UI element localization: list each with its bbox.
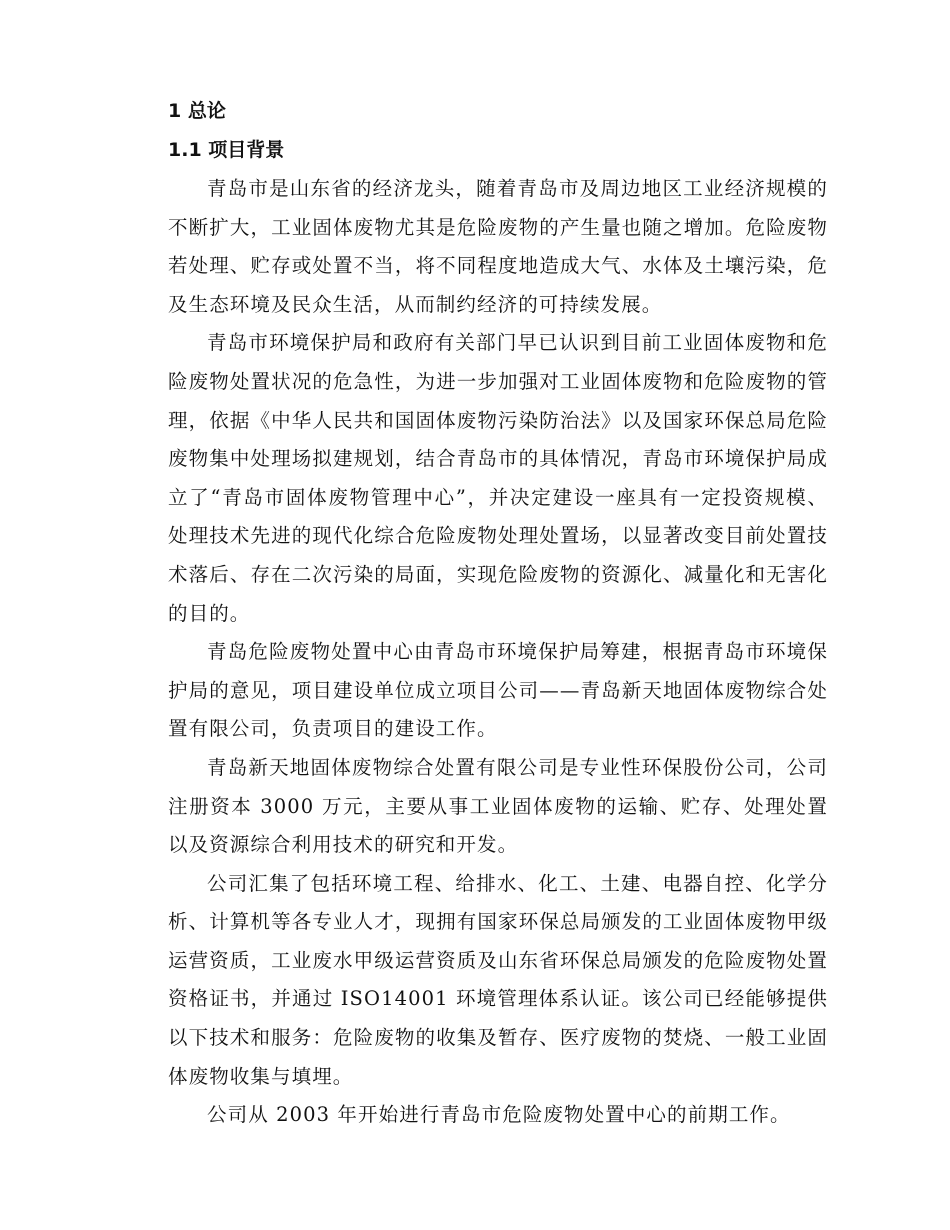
document-page <box>168 92 828 1135</box>
paragraph-6: 公司从 2003 年开始进行青岛市危险废物处置中心的前期工作。 <box>207 1103 791 1127</box>
chapter-heading: 1 总论 <box>168 100 226 122</box>
paragraph-3: 青岛危险废物处置中心由青岛市环境保护局筹建，根据青岛市环境保护局的意见，项目建设单位成立项目公司——青岛新天地固体废物综合处置有限公司，负责项目的建设工作。 <box>168 640 828 741</box>
section-heading: 1.1 项目背景 <box>168 139 285 161</box>
paragraph-4: 青岛新天地固体废物综合处置有限公司是专业性环保股份公司，公司注册资本 3000 万元，主要从事工业固体废物的运输、贮存、处理处置以及资源综合利用技术的研究和开发。 <box>168 755 828 857</box>
paragraph-5: 公司汇集了包括环境工程、给排水、化工、土建、电器自控、化学分析、计算机等各专业人才，现拥有国家环保总局颁发的工业固体废物甲级运营资质，工业废水甲级运营资质及山东省环保总局颁发的危险废物处置资格证书，并通过 ISO14001 环境管理体系认证。该公司已经能够提供以下技术和服务：危险废物的收集及暂存、医疗废物的焚烧、一般工业固体废物收集与填埋。 <box>168 871 828 1088</box>
paragraph-2: 青岛市环境保护局和政府有关部门早已认识到目前工业固体废物和危险废物处置状况的危急性，为进一步加强对工业固体废物和危险废物的管理，依据《中华人民共和国固体废物污染防治法》以及国家环保总局危险废物集中处理场拟建规划，结合青岛市的具体情况，青岛市环境保护局成立了“青岛市固体废物管理中心”，并决定建设一座具有一定投资规模、处理技术先进的现代化综合危险废物处理处置场，以显著改变目前处置技术落后、存在二次污染的局面，实现危险废物的资源化、减量化和无害化的目的。 <box>168 331 828 625</box>
paragraph-1: 青岛市是山东省的经济龙头，随着青岛市及周边地区工业经济规模的不断扩大，工业固体废物尤其是危险废物的产生量也随之增加。危险废物若处理、贮存或处置不当，将不同程度地造成大气、水体及土壤污染，危及生态环境及民众生活，从而制约经济的可持续发展。 <box>168 177 828 316</box>
